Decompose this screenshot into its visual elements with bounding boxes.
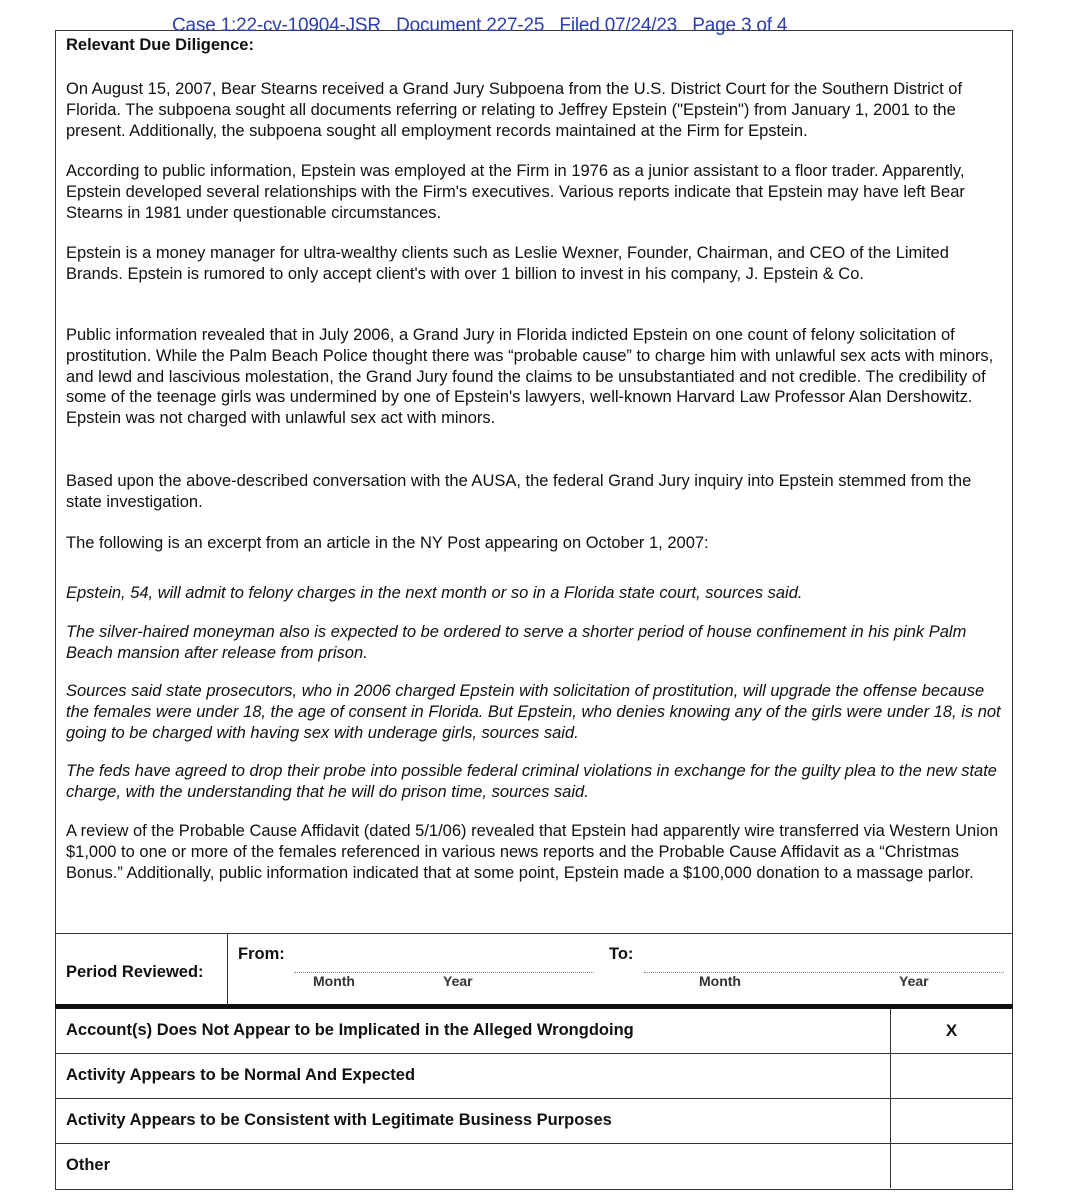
- period-range: [227, 934, 1013, 1004]
- section-heading: Relevant Due Diligence:: [66, 36, 254, 54]
- from-year-label: Year: [443, 973, 473, 989]
- due-diligence-section: [56, 31, 1012, 931]
- checklist-checkbox[interactable]: [890, 1144, 1012, 1188]
- paragraph-money-manager: Epstein is a money manager for ultra-wealthy clients such as Leslie Wexner, Founder, Chairman, and CEO of the Limited Brands. Epstein is rumored to only accept client's with over 1 billion to invest in his company, J. Epstein & Co.: [66, 244, 949, 283]
- to-year-label: Year: [899, 973, 929, 989]
- checklist-checkbox[interactable]: [890, 1099, 1012, 1143]
- checklist-checkbox[interactable]: [890, 1054, 1012, 1098]
- checklist-row: [56, 1144, 1012, 1188]
- to-date-line: [644, 972, 1004, 973]
- checklist-label: Account(s) Does Not Appear to be Implicated in the Alleged Wrongdoing: [66, 1021, 634, 1039]
- checklist-row: [56, 1009, 1012, 1054]
- checklist-row: [56, 1099, 1012, 1144]
- excerpt-paragraph: Sources said state prosecutors, who in 2006 charged Epstein with solicitation of prostitution, will upgrade the offense because the females were under 18, the age of consent in Florida. But Epstein, who denies knowing any of the girls were under 18, is not going to be charged with having sex with underage girls, sources said.: [66, 682, 1001, 742]
- checklist-label: Activity Appears to be Consistent with Legitimate Business Purposes: [66, 1111, 612, 1129]
- case-filing-stamp: Case 1:22-cv-10904-JSR Document 227-25 Filed 07/24/23 Page 3 of 4: [172, 15, 788, 36]
- paragraph-employment: According to public information, Epstein was employed at the Firm in 1976 as a junior assistant to a floor trader. Apparently, Epstein developed several relationships with the Firm's executives. Various reports indicate that Epstein may have left Bear Stearns in 1981 under questionable circumstances.: [66, 162, 965, 222]
- from-month-label: Month: [313, 973, 355, 989]
- period-reviewed-row: [56, 933, 1012, 1005]
- period-reviewed-label: Period Reviewed:: [66, 963, 204, 981]
- checklist-label: Other: [66, 1156, 111, 1174]
- checklist-label: Activity Appears to be Normal And Expected: [66, 1066, 416, 1084]
- assessment-checklist: [56, 1009, 1012, 1188]
- paragraph-ausa: Based upon the above-described conversation with the AUSA, the federal Grand Jury inquiry into Epstein stemmed from the state investigation.: [66, 472, 972, 511]
- review-form: [55, 30, 1013, 1190]
- excerpt-paragraph: The silver-haired moneyman also is expected to be ordered to serve a shorter period of house confinement in his pink Palm Beach mansion after release from prison.: [66, 623, 967, 662]
- paragraph-subpoena: On August 15, 2007, Bear Stearns received a Grand Jury Subpoena from the U.S. District Court for the Southern District of Florida. The subpoena sought all documents referring or relating to Jeffrey Epstein ("Epstein") from January 1, 2001 to the present. Additionally, the subpoena sought all employment records maintained at the Firm for Epstein.: [66, 80, 963, 140]
- paragraph-affidavit: A review of the Probable Cause Affidavit (dated 5/1/06) revealed that Epstein had apparently wire transferred via Western Union $1,000 to one or more of the females referenced in various news reports and the Probable Cause Affidavit as a “Christmas Bonus.” Additionally, public information indicated that at some point, Epstein made a $100,000 donation to a massage parlor.: [66, 822, 999, 882]
- period-to-label: To:: [609, 945, 634, 963]
- period-from-label: From:: [238, 945, 285, 963]
- excerpt-paragraph: The feds have agreed to drop their probe into possible federal criminal violations in exchange for the guilty plea to the new state charge, with the understanding that he will do prison time, sources said.: [66, 762, 997, 801]
- checklist-checkbox[interactable]: X: [890, 1009, 1012, 1053]
- checklist-row: [56, 1054, 1012, 1099]
- to-month-label: Month: [699, 973, 741, 989]
- paragraph-excerpt-intro: The following is an excerpt from an article in the NY Post appearing on October 1, 2007:: [66, 534, 709, 552]
- paragraph-indictment: Public information revealed that in July 2006, a Grand Jury in Florida indicted Epstein on one count of felony solicitation of prostitution. While the Palm Beach Police thought there was “probable cause” to charge him with unlawful sex acts with minors, and lewd and lascivious molestation, the Grand Jury found the claims to be unsubstantiated and not credible. The credibility of some of the teenage girls was undermined by one of Epstein's lawyers, well-known Harvard Law Professor Alan Dershowitz. Epstein was not charged with unlawful sex act with minors.: [66, 326, 994, 428]
- excerpt-paragraph: Epstein, 54, will admit to felony charges in the next month or so in a Florida state court, sources said.: [66, 584, 803, 602]
